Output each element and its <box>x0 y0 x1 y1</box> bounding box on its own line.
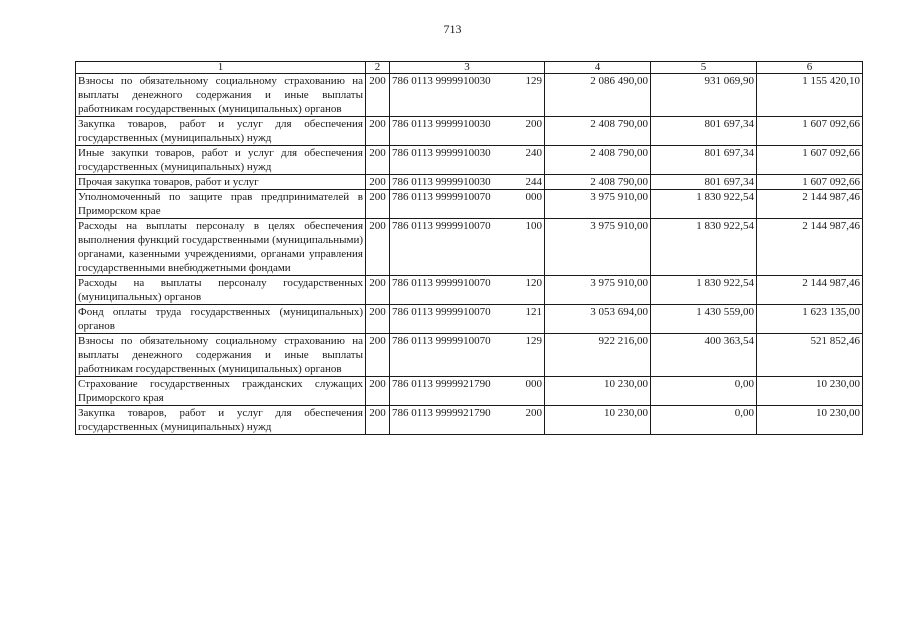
row-col6: 10 230,00 <box>757 406 863 435</box>
row-vr: 000 <box>525 191 542 203</box>
row-code: 786 0113 9999910070 <box>392 306 491 318</box>
row-code-cell <box>390 74 545 117</box>
row-col5: 801 697,34 <box>651 117 757 146</box>
row-col2: 200 <box>366 276 390 305</box>
row-code: 786 0113 9999910070 <box>392 335 491 347</box>
row-col2: 200 <box>366 334 390 377</box>
column-header-1: 1 <box>76 62 366 74</box>
row-code: 786 0113 9999910070 <box>392 220 491 232</box>
row-code: 786 0113 9999910030 <box>392 176 491 188</box>
row-col4: 3 053 694,00 <box>545 305 651 334</box>
column-header-3: 3 <box>390 62 545 74</box>
row-col5: 801 697,34 <box>651 175 757 190</box>
row-col2: 200 <box>366 175 390 190</box>
table-row <box>76 334 863 377</box>
row-col4: 2 408 790,00 <box>545 146 651 175</box>
table-row <box>76 117 863 146</box>
table-row <box>76 406 863 435</box>
row-code: 786 0113 9999921790 <box>392 407 491 419</box>
row-name: Иные закупки товаров, работ и услуг для обеспечения государственных (муниципальных) нужд <box>76 146 366 175</box>
row-col6: 2 144 987,46 <box>757 219 863 276</box>
row-vr: 129 <box>525 335 542 347</box>
row-col2: 200 <box>366 305 390 334</box>
row-name: Расходы на выплаты персоналу государственных (муниципальных) органов <box>76 276 366 305</box>
row-col2: 200 <box>366 146 390 175</box>
row-col4: 10 230,00 <box>545 406 651 435</box>
table-row <box>76 305 863 334</box>
row-vr: 200 <box>525 118 542 130</box>
header-row <box>76 62 863 74</box>
row-col4: 3 975 910,00 <box>545 276 651 305</box>
row-col6: 521 852,46 <box>757 334 863 377</box>
row-col6: 10 230,00 <box>757 377 863 406</box>
table-row <box>76 146 863 175</box>
row-col6: 1 607 092,66 <box>757 146 863 175</box>
table-row <box>76 219 863 276</box>
row-col6: 1 607 092,66 <box>757 175 863 190</box>
table-row <box>76 74 863 117</box>
table-header <box>76 62 863 74</box>
row-code-cell <box>390 377 545 406</box>
row-code: 786 0113 9999910030 <box>392 75 491 87</box>
row-code-cell <box>390 406 545 435</box>
row-name: Фонд оплаты труда государственных (муниципальных) органов <box>76 305 366 334</box>
row-col5: 400 363,54 <box>651 334 757 377</box>
row-code: 786 0113 9999910030 <box>392 118 491 130</box>
row-col5: 0,00 <box>651 406 757 435</box>
row-code-cell <box>390 117 545 146</box>
row-name: Уполномоченный по защите прав предпринимателей в Приморском крае <box>76 190 366 219</box>
row-code: 786 0113 9999910070 <box>392 277 491 289</box>
row-col5: 1 430 559,00 <box>651 305 757 334</box>
row-col2: 200 <box>366 74 390 117</box>
row-col5: 931 069,90 <box>651 74 757 117</box>
row-vr: 100 <box>525 220 542 232</box>
row-name: Взносы по обязательному социальному страхованию на выплаты денежного содержания и иные выплаты работникам государственных (муниципальных) органов <box>76 74 366 117</box>
row-vr: 244 <box>525 176 542 188</box>
row-col5: 1 830 922,54 <box>651 219 757 276</box>
row-col2: 200 <box>366 117 390 146</box>
column-header-2: 2 <box>366 62 390 74</box>
row-code-cell <box>390 175 545 190</box>
row-name: Закупка товаров, работ и услуг для обеспечения государственных (муниципальных) нужд <box>76 117 366 146</box>
table-row <box>76 175 863 190</box>
row-code-cell <box>390 219 545 276</box>
row-code: 786 0113 9999921790 <box>392 378 491 390</box>
row-col4: 2 086 490,00 <box>545 74 651 117</box>
row-col6: 2 144 987,46 <box>757 190 863 219</box>
row-code-cell <box>390 146 545 175</box>
row-name: Закупка товаров, работ и услуг для обеспечения государственных (муниципальных) нужд <box>76 406 366 435</box>
table-body <box>76 74 863 435</box>
row-vr: 200 <box>525 407 542 419</box>
table-row <box>76 276 863 305</box>
row-col4: 10 230,00 <box>545 377 651 406</box>
row-vr: 000 <box>525 378 542 390</box>
row-col4: 922 216,00 <box>545 334 651 377</box>
column-header-6: 6 <box>757 62 863 74</box>
table-row <box>76 190 863 219</box>
row-vr: 240 <box>525 147 542 159</box>
row-col4: 2 408 790,00 <box>545 175 651 190</box>
row-code-cell <box>390 276 545 305</box>
row-col4: 3 975 910,00 <box>545 190 651 219</box>
row-code-cell <box>390 334 545 377</box>
row-code-cell <box>390 190 545 219</box>
row-vr: 129 <box>525 75 542 87</box>
row-col4: 3 975 910,00 <box>545 219 651 276</box>
row-col5: 801 697,34 <box>651 146 757 175</box>
column-header-5: 5 <box>651 62 757 74</box>
row-col5: 0,00 <box>651 377 757 406</box>
row-col6: 1 623 135,00 <box>757 305 863 334</box>
row-col6: 1 607 092,66 <box>757 117 863 146</box>
row-col2: 200 <box>366 377 390 406</box>
row-col2: 200 <box>366 219 390 276</box>
row-col5: 1 830 922,54 <box>651 190 757 219</box>
row-name: Страхование государственных гражданских служащих Приморского края <box>76 377 366 406</box>
column-header-4: 4 <box>545 62 651 74</box>
row-name: Прочая закупка товаров, работ и услуг <box>76 175 366 190</box>
row-col2: 200 <box>366 406 390 435</box>
row-vr: 121 <box>525 306 542 318</box>
row-code: 786 0113 9999910030 <box>392 147 491 159</box>
row-name: Расходы на выплаты персоналу в целях обеспечения выполнения функций государственными (муниципальными) органами, казенными учреждениями, органами управления государственными внебюджетными фондами <box>76 219 366 276</box>
page-number: 713 <box>443 22 462 36</box>
row-col4: 2 408 790,00 <box>545 117 651 146</box>
row-code-cell <box>390 305 545 334</box>
row-col6: 2 144 987,46 <box>757 276 863 305</box>
row-code: 786 0113 9999910070 <box>392 191 491 203</box>
row-col5: 1 830 922,54 <box>651 276 757 305</box>
row-col6: 1 155 420,10 <box>757 74 863 117</box>
table-row <box>76 377 863 406</box>
budget-table <box>75 61 863 435</box>
row-col2: 200 <box>366 190 390 219</box>
row-vr: 120 <box>525 277 542 289</box>
row-name: Взносы по обязательному социальному страхованию на выплаты денежного содержания и иные выплаты работникам государственных (муниципальных) органов <box>76 334 366 377</box>
